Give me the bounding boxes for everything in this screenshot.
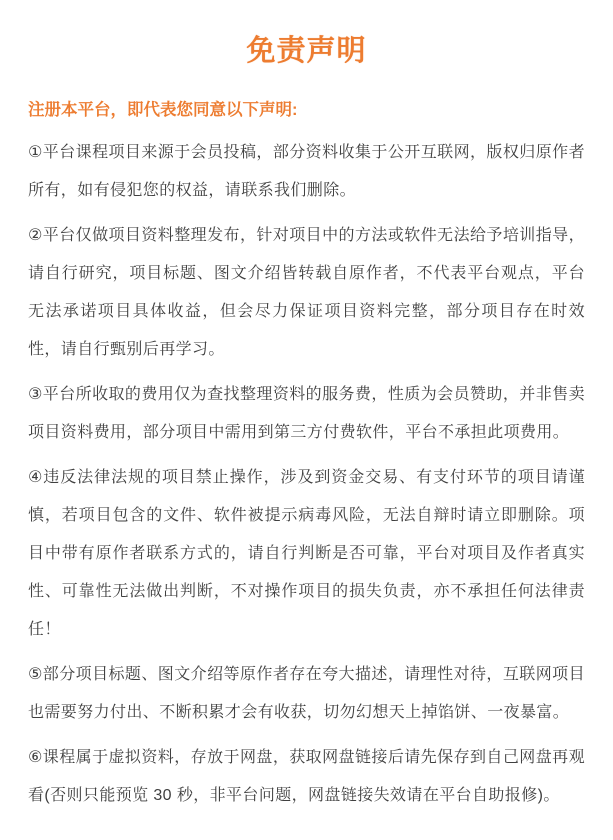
page-title: 免责声明: [246, 35, 367, 67]
disclaimer-paragraph-5: ⑤部分项目标题、图文介绍等原作者存在夸大描述，请理性对待，互联网项目也需要努力付出、不断积累才会有收获，切勿幻想天上掉馅饼、一夜暴富。: [28, 666, 585, 721]
disclaimer-paragraph-2: ②平台仅做项目资料整理发布，针对项目中的方法或软件无法给予培训指导，请自行研究，项目标题、图文介绍皆转载自原作者，不代表平台观点，平台无法承诺项目具体收益，但会尽力保证项目资料完整，部分项目存在时效性，请自行甄别后再学习。: [28, 227, 585, 358]
disclaimer-paragraph-4: ④违反法律法规的项目禁止操作，涉及到资金交易、有支付环节的项目请谨慎，若项目包含的文件、软件被提示病毒风险，无法自辩时请立即删除。项目中带有原作者联系方式的，请自行判断是否可靠，平台对项目及作者真实性、可靠性无法做出判断，不对操作项目的损失负责，亦不承担任何法律责任！: [28, 469, 585, 638]
disclaimer-paragraph-3: ③平台所收取的费用仅为查找整理资料的服务费，性质为会员赞助，并非售卖项目资料费用，部分项目中需用到第三方付费软件，平台不承担此项费用。: [28, 386, 585, 441]
disclaimer-paragraph-list: [28, 134, 585, 815]
disclaimer-paragraph-6: ⑥课程属于虚拟资料，存放于网盘，获取网盘链接后请先保存到自己网盘再观看(否则只能预览 30 秒，非平台问题，网盘链接失效请在平台自助报修)。: [28, 749, 585, 804]
disclaimer-paragraph-1: ①平台课程项目来源于会员投稿，部分资料收集于公开互联网，版权归原作者所有，如有侵犯您的权益，请联系我们删除。: [28, 144, 585, 199]
intro-statement: 注册本平台，即代表您同意以下声明:: [28, 101, 298, 119]
